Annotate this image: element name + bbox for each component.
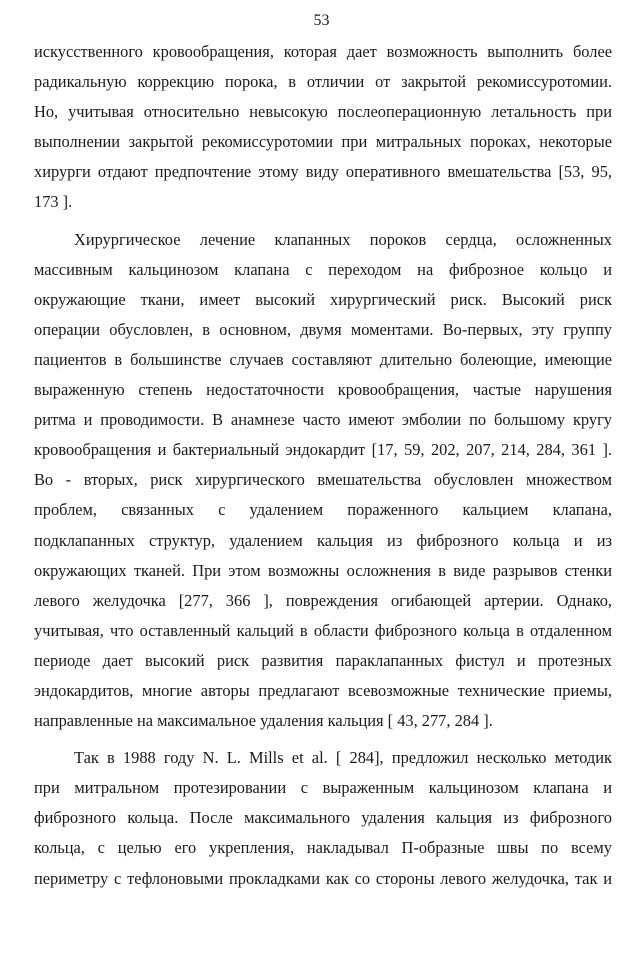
text-line: выполнении закрытой рекомиссуротомии при митральных пороках, некоторые [34,132,612,152]
paragraph-gap [34,736,612,743]
text-line: ритма и проводимости. В анамнезе часто имеют эмболии по большому кругу [34,410,612,430]
page-number: 53 [313,12,330,29]
paragraph-3 [34,743,612,893]
text-line: искусственного кровообращения, которая дает возможность выполнить более [34,42,612,61]
text-line: окружающие ткани, имеет высокий хирургический риск. Высокий риск [34,289,612,309]
text-line: кровообращения и бактериальный эндокардит [17, 59, 202, 207, 214, 284, 361 ]. [34,440,612,460]
paragraph-1 [34,37,612,218]
text-line: периоде дает высокий риск развития параклапанных фистул и протезных [34,650,612,670]
text-line: 173 ]. [34,192,73,212]
text-line: Но, учитывая относительно невысокую послеоперационную летальность при [34,102,612,122]
text-line: радикальную коррекцию порока, в отличии от закрытой рекомиссуротомии. [34,72,612,92]
text-line: при митральном протезировании с выраженным кальцинозом клапана и [34,778,612,798]
text-line: эндокардитов, многие авторы предлагают всевозможные технические приемы, [34,680,612,700]
text-line: кольца, с целью его укрепления, накладывал П-образные швы по всему [34,838,612,858]
text-line: учитывая, что оставленный кальций в области фиброзного кольца в отдаленном [34,620,612,640]
text-line: окружающих тканей. При этом возможны осложнения в виде разрывов стенки [34,560,612,580]
text-line: Так в 1988 году N. L. Mills et al. [ 284], предложил несколько методик [74,748,612,768]
text-line: Хирургическое лечение клапанных пороков сердца, осложненных [74,229,612,249]
text-line: выраженную степень недостаточности кровообращения, частые нарушения [34,380,612,400]
paragraph-gap [34,218,612,225]
text-line: левого желудочка [277, 366 ], повреждения огибающей артерии. Однако, [34,590,612,610]
text-line: фиброзного кольца. После максимального удаления кальция из фиброзного [34,808,612,828]
text-line: массивным кальцинозом клапана с переходом на фиброзное кольцо и [34,259,612,279]
text-line: проблем, связанных с удалением пораженного кальцием клапана, [34,500,612,520]
paragraph-2 [34,225,612,737]
body-text [34,37,612,894]
text-line: Во - вторых, риск хирургического вмешательства обусловлен множеством [34,470,612,490]
text-line: операции обусловлен, в основном, двумя моментами. Во-первых, эту группу [34,319,612,339]
text-line: подклапанных структур, удалением кальция из фиброзного кольца и из [34,530,612,550]
text-line: пациентов в большинстве случаев составляют длительно болеющие, имеющие [34,349,612,369]
text-line: хирурги отдают предпочтение этому виду оперативного вмешательства [53, 95, [34,162,612,182]
text-line: направленные на максимальное удаления кальция [ 43, 277, 284 ]. [34,711,493,731]
text-line: периметру с тефлоновыми прокладками как со стороны левого желудочка, так и [34,868,612,888]
